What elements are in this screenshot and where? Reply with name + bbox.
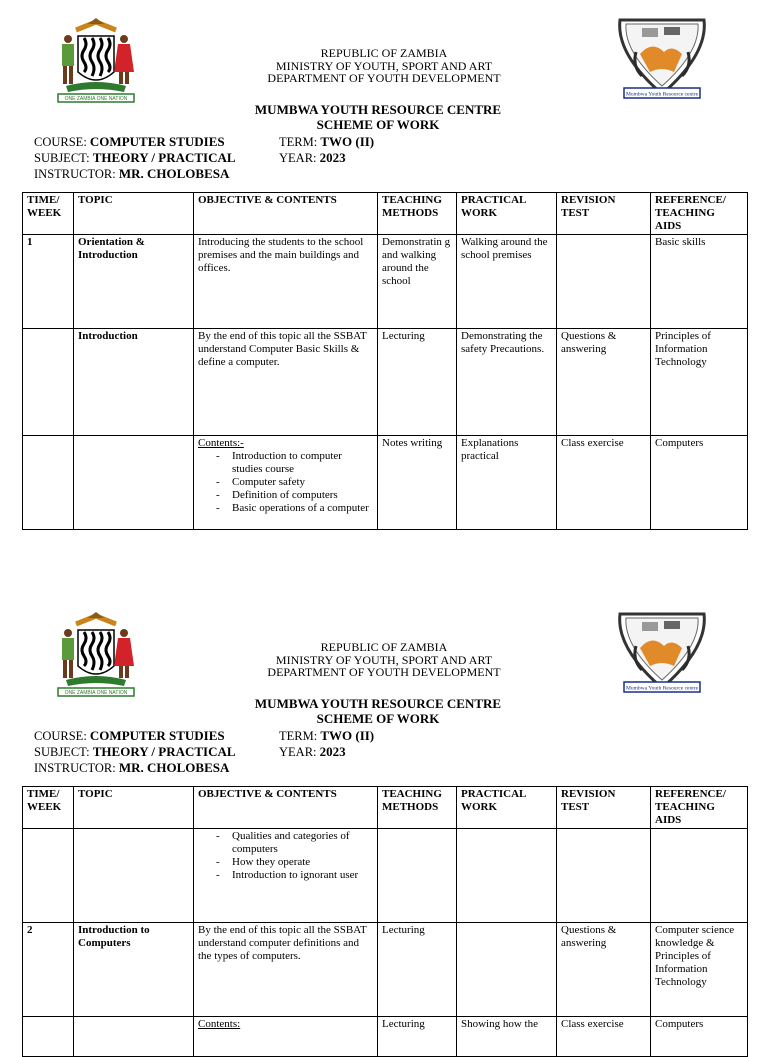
- col-methods: TEACHING METHODS: [378, 193, 457, 235]
- table-row: [23, 1017, 748, 1057]
- year-value: 2023: [319, 150, 346, 165]
- contents-list: [198, 450, 373, 515]
- term-value: TWO (II): [320, 134, 375, 149]
- methods-cell: Demonstratin g and walking around the school: [378, 235, 457, 329]
- topic-cell: [74, 1017, 194, 1057]
- col-topic: TOPIC: [74, 193, 194, 235]
- week-cell: [23, 329, 74, 436]
- col-topic: TOPIC: [74, 787, 194, 829]
- week-cell: [23, 436, 74, 530]
- methods-cell: Lecturing: [378, 1017, 457, 1057]
- list-item: - Qualities and categories of computers: [216, 830, 373, 856]
- svg-text:ONE ZAMBIA ONE NATION: ONE ZAMBIA ONE NATION: [64, 690, 128, 696]
- document-title: [0, 102, 756, 132]
- col-objective: OBJECTIVE & CONTENTS: [194, 787, 378, 829]
- document-title: [0, 696, 756, 726]
- topic-cell: Introduction: [74, 329, 194, 436]
- practical-cell: [457, 829, 557, 923]
- republic-line: REPUBLIC OF ZAMBIA: [320, 46, 448, 60]
- list-item: - Introduction to computer studies course: [216, 450, 373, 476]
- instructor-value: MR. CHOLOBESA: [118, 760, 230, 775]
- republic-line: REPUBLIC OF ZAMBIA: [320, 640, 448, 654]
- topic-cell: Orientation & Introduction: [74, 235, 194, 329]
- ministry-line: MINISTRY OF YOUTH, SPORT AND ART: [275, 652, 493, 667]
- svg-text:Mumbwa Youth Resource centre: Mumbwa Youth Resource centre: [625, 91, 699, 98]
- centre-name: MUMBWA YOUTH RESOURCE CENTRE: [254, 102, 502, 117]
- list-item: - Computer safety: [216, 476, 373, 489]
- reference-cell: Computer science knowledge & Principles of Information Technology: [651, 923, 748, 1017]
- table-row: [23, 436, 748, 530]
- methods-cell: Lecturing: [378, 329, 457, 436]
- revision-cell: Class exercise: [557, 436, 651, 530]
- objective-cell: By the end of this topic all the SSBAT understand Computer Basic Skills & define a computer.: [194, 329, 378, 436]
- practical-cell: Explanations practical: [457, 436, 557, 530]
- svg-text:ONE ZAMBIA ONE NATION: ONE ZAMBIA ONE NATION: [64, 96, 128, 102]
- centre-seal-icon: [612, 608, 712, 696]
- scheme-title: SCHEME OF WORK: [316, 117, 440, 132]
- course-info: COURSE: COMPUTER STUDIES SUBJECT: THEORY / PRACTICAL INSTRUCTOR: MR. CHOLOBESA: [34, 134, 236, 181]
- contents-label: Contents:: [198, 1018, 241, 1030]
- svg-text:Mumbwa Youth Resource centre: Mumbwa Youth Resource centre: [625, 685, 699, 692]
- department-line: DEPARTMENT OF YOUTH DEVELOPMENT: [267, 71, 501, 85]
- reference-cell: Computers: [651, 436, 748, 530]
- col-reference: REFERENCE/ TEACHING AIDS: [651, 787, 748, 829]
- col-week: TIME/ WEEK: [23, 787, 74, 829]
- list-item: - Introduction to ignorant user: [216, 869, 373, 882]
- scheme-title: SCHEME OF WORK: [316, 711, 440, 726]
- reference-cell: Basic skills: [651, 235, 748, 329]
- table-row: [23, 829, 748, 923]
- practical-cell: Demonstrating the safety Precautions.: [457, 329, 557, 436]
- list-item: - How they operate: [216, 856, 373, 869]
- table-row: [23, 235, 748, 329]
- revision-cell: Class exercise: [557, 1017, 651, 1057]
- contents-cell: [194, 1017, 378, 1057]
- revision-cell: [557, 235, 651, 329]
- contents-label: Contents:-: [198, 437, 244, 449]
- col-revision: REVISION TEST: [557, 787, 651, 829]
- centre-name: MUMBWA YOUTH RESOURCE CENTRE: [254, 696, 502, 711]
- revision-cell: [557, 829, 651, 923]
- week-cell: [23, 1017, 74, 1057]
- methods-cell: [378, 829, 457, 923]
- term-info: TERM: TWO (II) YEAR: 2023: [279, 134, 375, 165]
- practical-cell: Showing how the: [457, 1017, 557, 1057]
- table-row: [23, 923, 748, 1017]
- revision-cell: Questions & answering: [557, 923, 651, 1017]
- methods-cell: Notes writing: [378, 436, 457, 530]
- col-practical: PRACTICAL WORK: [457, 787, 557, 829]
- contents-cell: [194, 436, 378, 530]
- list-item: - Basic operations of a computer: [216, 502, 373, 515]
- week-cell: [23, 829, 74, 923]
- revision-cell: Questions & answering: [557, 329, 651, 436]
- objective-cell: By the end of this topic all the SSBAT understand computer definitions and the types of computers.: [194, 923, 378, 1017]
- practical-cell: Walking around the school premises: [457, 235, 557, 329]
- course-value: COMPUTER STUDIES: [89, 134, 225, 149]
- contents-cell: [194, 829, 378, 923]
- objective-cell: Introducing the students to the school premises and the main buildings and offices.: [194, 235, 378, 329]
- topic-cell: [74, 436, 194, 530]
- col-week: TIME/ WEEK: [23, 193, 74, 235]
- contents-list: [198, 830, 373, 882]
- term-info: TERM: TWO (II) YEAR: 2023: [279, 728, 375, 759]
- reference-cell: Principles of Information Technology: [651, 329, 748, 436]
- scheme-table: [22, 786, 748, 1057]
- week-cell: 2: [23, 923, 74, 1017]
- week-cell: 1: [23, 235, 74, 329]
- topic-cell: Introduction to Computers: [74, 923, 194, 1017]
- methods-cell: Lecturing: [378, 923, 457, 1017]
- ministry-line: MINISTRY OF YOUTH, SPORT AND ART: [275, 58, 493, 73]
- col-reference: REFERENCE/ TEACHING AIDS: [651, 193, 748, 235]
- col-revision: REVISION TEST: [557, 193, 651, 235]
- col-methods: TEACHING METHODS: [378, 787, 457, 829]
- practical-cell: [457, 923, 557, 1017]
- subject-value: THEORY / PRACTICAL: [92, 150, 236, 165]
- instructor-value: MR. CHOLOBESA: [118, 166, 230, 181]
- department-line: DEPARTMENT OF YOUTH DEVELOPMENT: [267, 665, 501, 679]
- table-row: [23, 329, 748, 436]
- course-info: COURSE: COMPUTER STUDIES SUBJECT: THEORY / PRACTICAL INSTRUCTOR: MR. CHOLOBESA: [34, 728, 236, 775]
- col-objective: OBJECTIVE & CONTENTS: [194, 193, 378, 235]
- centre-seal-icon: [612, 14, 712, 102]
- course-value: COMPUTER STUDIES: [89, 728, 225, 743]
- col-practical: PRACTICAL WORK: [457, 193, 557, 235]
- topic-cell: [74, 829, 194, 923]
- reference-cell: Computers: [651, 1017, 748, 1057]
- reference-cell: [651, 829, 748, 923]
- table-header-row: [23, 787, 748, 829]
- subject-value: THEORY / PRACTICAL: [92, 744, 236, 759]
- scheme-table: [22, 192, 748, 530]
- table-header-row: [23, 193, 748, 235]
- term-value: TWO (II): [320, 728, 375, 743]
- year-value: 2023: [319, 744, 346, 759]
- list-item: - Definition of computers: [216, 489, 373, 502]
